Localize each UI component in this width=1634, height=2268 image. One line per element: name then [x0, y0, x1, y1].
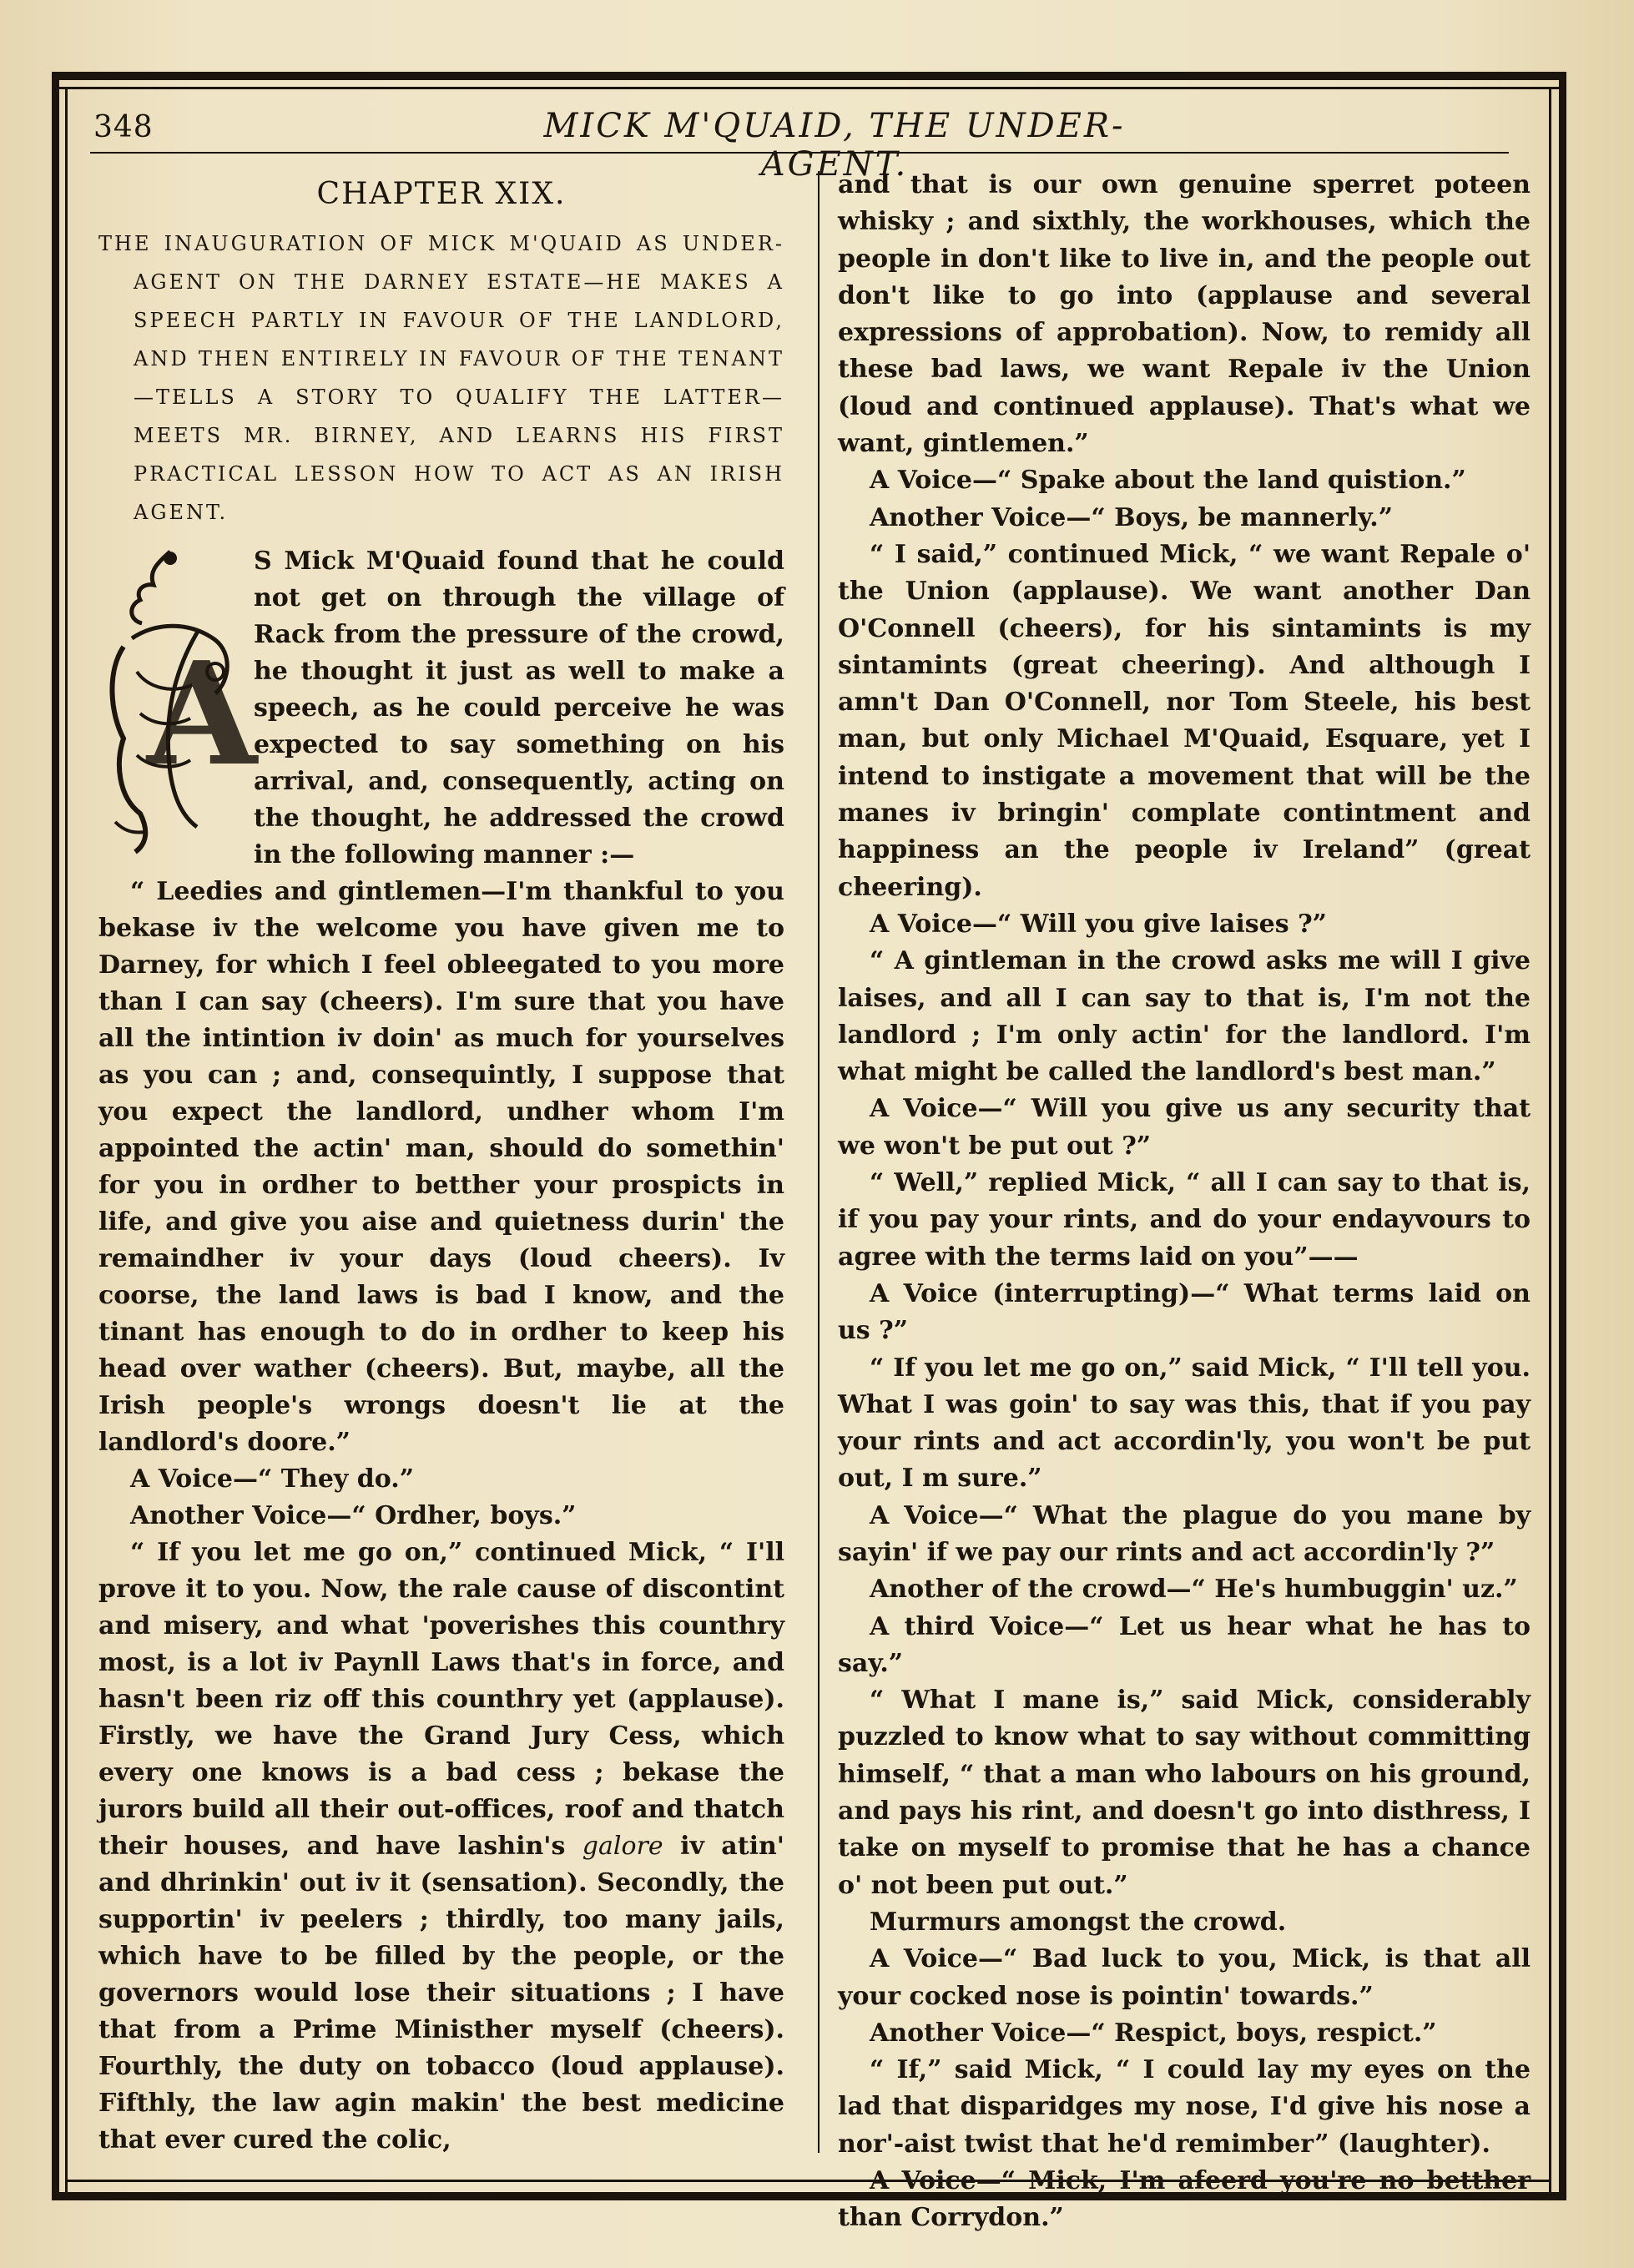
page-number: 348	[93, 110, 154, 144]
paragraph: Murmurs amongst the crowd.	[870, 1907, 1287, 1937]
italic-word: galore	[582, 1832, 663, 1861]
paragraph: Another of the crowd—“ He's humbuggin' uz.”	[870, 1575, 1518, 1605]
paragraph: “ Leedies and gintlemen—I'm thankful to you bekase iv the welcome you have given me to Darney, for which I feel obleegated to you more than I can say (cheers). I'm sure that you have all the intintion iv doin' as much for yourselves as you can ; and, consequintly, I suppose that you expect the landlord, undher whom I'm appointed the actin' man, should do somethin' for you in ordher to betther your prospicts in life, and give you aise and quietness durin' the remaindher iv your days (loud cheers). Iv coorse, the land laws is bad I know, and the tinant has enough to do in ordher to keep his head over wather (cheers). But, maybe, all the Irish people's wrongs doesn't lie at the landlord's doore.”	[98, 877, 784, 1457]
paragraph-with-italic	[98, 1535, 784, 2159]
left-column	[98, 167, 784, 2159]
paragraph: Another Voice—“ Boys, be mannerly.”	[870, 502, 1393, 532]
column-divider	[818, 171, 820, 2153]
paragraph: A Voice—“ What the plague do you mane by sayin' if we pay our rints and act accordin'ly ?”	[838, 1500, 1531, 1567]
drop-cap-ornament-icon	[98, 547, 257, 857]
paragraph: “ If you let me go on,” said Mick, “ I'll tell you. What I was goin' to say was this, that if you pay your rints and act accordin'ly, you won't be put out, I m sure.”	[838, 1353, 1531, 1494]
paragraph: “ Well,” replied Mick, “ all I can say to that is, if you pay your rints, and do your endayvours to agree with the terms laid on you”——	[838, 1168, 1531, 1272]
paragraph: A Voice—“ Spake about the land quistion.”	[870, 466, 1466, 496]
chapter-summary: THE INAUGURATION OF MICK M'QUAID AS UNDER-AGENT ON THE DARNEY ESTATE—HE MAKES A SPEECH PARTLY IN FAVOUR OF THE LANDLORD, AND THEN ENTIRELY IN FAVOUR OF THE TENANT —TELLS A STORY TO QUALIFY THE LATTER— MEETS MR. BIRNEY, AND LEARNS HIS FIRST PRACTICAL LESSON HOW TO ACT AS AN IRISH AGENT.	[98, 232, 784, 524]
top-border-thin	[52, 87, 1561, 89]
paragraph: “ What I mane is,” said Mick, considerably puzzled to know what to say without committing himself, “ that a man who labours on his ground, and pays his rint, and doesn't go into disthress, I take on myself to promise that he has a chance o' not been put out.”	[838, 1686, 1531, 1900]
paragraph: “ If,” said Mick, “ I could lay my eyes on the lad that disparidges my nose, I'd give his nose a nor'-aist twist that he'd remimber” (laughter).	[838, 2055, 1531, 2159]
paragraph: A Voice—“ Mick, I'm afeerd you're no betther than Corrydon.”	[838, 2166, 1531, 2233]
running-head: MICK M'QUAID, THE UNDER-AGENT.	[543, 107, 1126, 184]
paragraph: A Voice—“ Will you give laises ?”	[870, 909, 1327, 939]
paragraph: A third Voice—“ Let us hear what he has to say.”	[838, 1611, 1531, 1678]
top-border-thick	[52, 72, 1561, 80]
ornamental-drop-cap	[98, 547, 257, 857]
paragraph: and that is our own genuine sperret poteen whisky ; and sixthly, the workhouses, which the people in don't like to live in, and the people out don't like to go into (applause and several expressions of approbation). Now, to remidy all these bad laws, we want Repale iv the Union (loud and continued applause). That's what we want, gintlemen.”	[838, 170, 1531, 459]
paragraph: “ I said,” continued Mick, “ we want Repale o' the Union (applause). We want another Dan O'Connell (cheers), for his sintamints is my sintamints (great cheering). And although I amn't Dan O'Connell, nor Tom Steele, his best man, but only Michael M'Quaid, Esquare, yet I intend to instigate a movement that will be the manes iv bringin' complate contintment and happiness an the people iv Ireland” (great cheering).	[838, 539, 1531, 902]
paragraph: A Voice—“ Bad luck to you, Mick, is that all your cocked nose is pointin' towards.”	[838, 1944, 1531, 2011]
paragraph: A Voice—“ They do.”	[130, 1464, 414, 1494]
chapter-title: CHAPTER XIX.	[316, 177, 567, 211]
paragraph-part: “ If you let me go on,” continued Mick, “ I'll prove it to you. Now, the rale cause of discontint and misery, and what 'poverishes this counthry most, is a lot iv Paynll Laws that's in force, and hasn't been riz off this counthry yet (applause). Firstly, we have the Grand Jury Cess, which every one knows is a bad cess ; bekase the jurors build all their out-offices, roof and thatch their houses, and have lashin's	[98, 1538, 784, 1861]
left-border-thick	[52, 72, 59, 2200]
paragraph: A Voice—“ Will you give us any security that we won't be put out ?”	[838, 1094, 1531, 1161]
right-column	[838, 167, 1531, 2237]
paragraph: A Voice (interrupting)—“ What terms laid on us ?”	[838, 1278, 1531, 1346]
opening-paragraph: S Mick M'Quaid found that he could not get on through the village of Rack from the pressure of the crowd, he thought it just as well to make a speech, as he could perceive he was expected to say something on his arrival, and, consequently, acting on the thought, he addressed the crowd in the following manner :—	[254, 547, 784, 869]
right-border-thin	[1549, 87, 1551, 2198]
paragraph: Another Voice—“ Respict, boys, respict.”	[870, 2018, 1437, 2048]
drop-cap-letter: A	[147, 631, 257, 798]
paragraph: Another Voice—“ Ordher, boys.”	[130, 1501, 577, 1530]
left-border-thin	[65, 87, 68, 2198]
paragraph-part: iv atin' and dhrinkin' out iv it (sensation). Secondly, the supportin' iv peelers ; thirdly, too many jails, which have to be filled by the people, or the governors would lose their situations ; I have that from a Prime Ministher myself (cheers). Fourthly, the duty on tobacco (loud applause). Fifthly, the law agin makin' the best medicine that ever cured the colic,	[98, 1832, 784, 2155]
right-border-thick	[1559, 72, 1566, 2200]
paragraph: “ A gintleman in the crowd asks me will I give laises, and all I can say to that is, I'm not the landlord ; I'm only actin' for the landlord. I'm what might be called the landlord's best man.”	[838, 946, 1531, 1087]
